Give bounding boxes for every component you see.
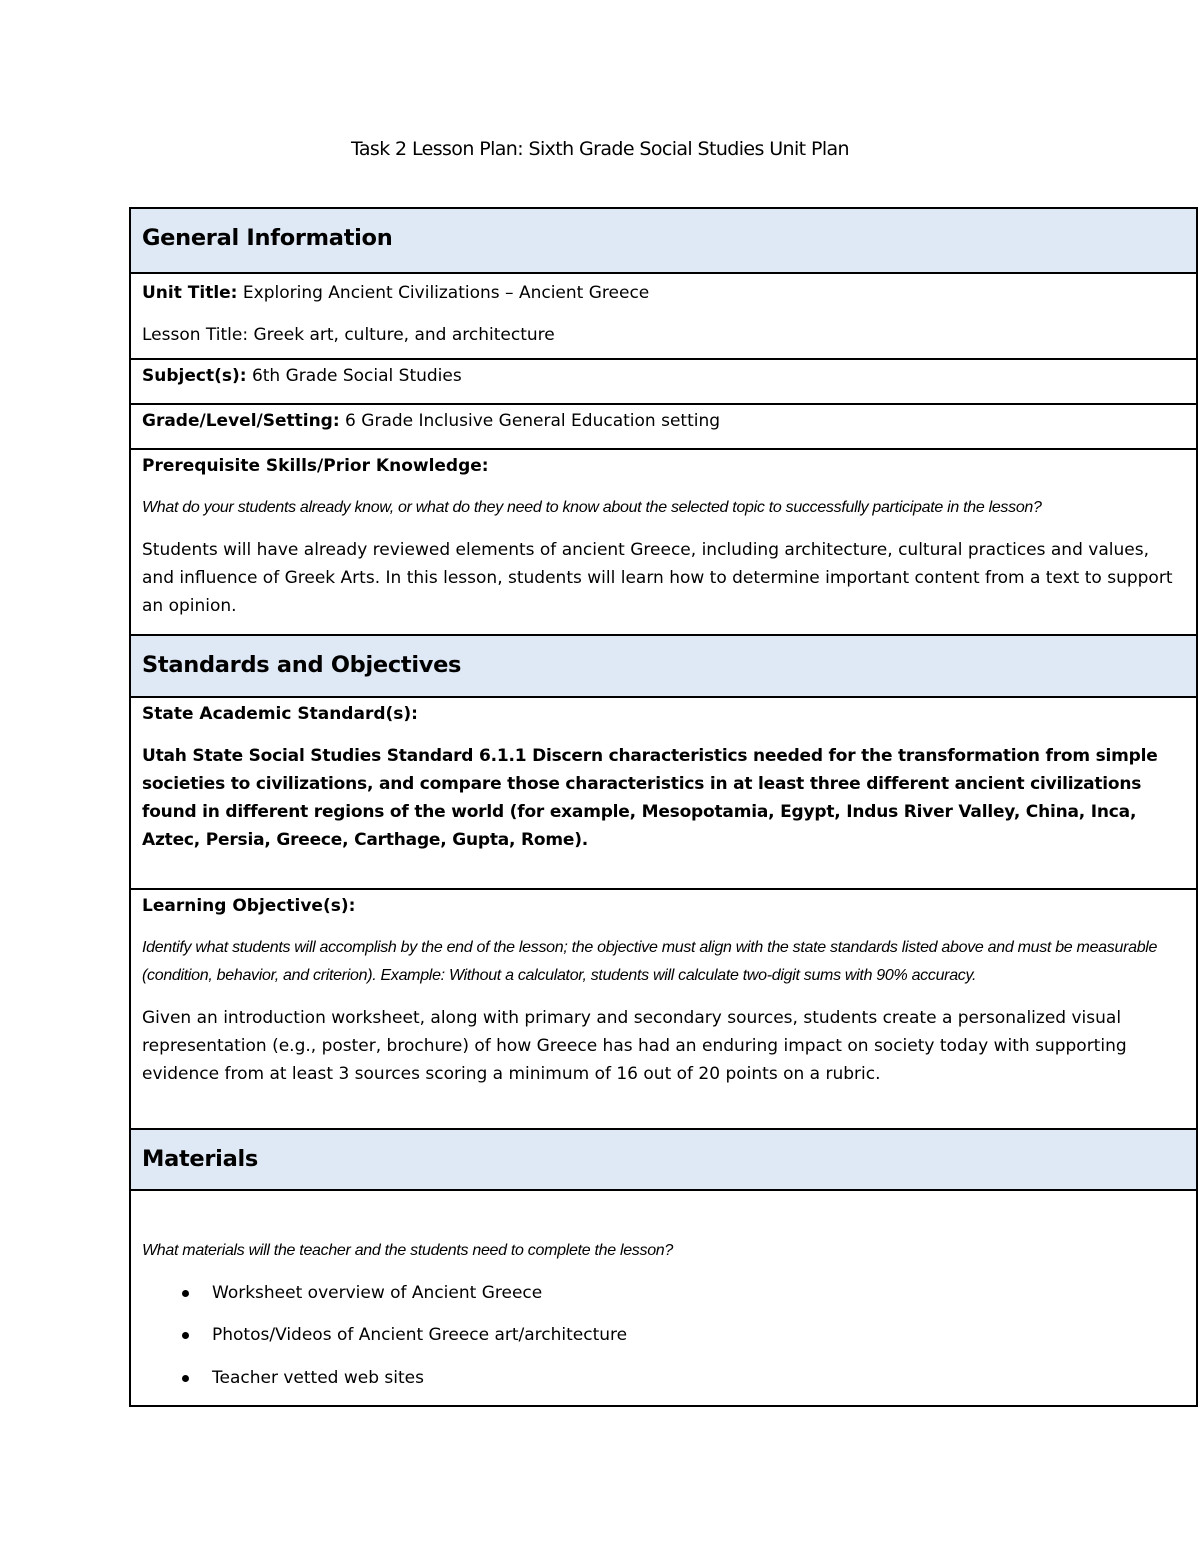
- state-standard-text: Utah State Social Studies Standard 6.1.1 Discern characteristics needed for the transformation from simple societies to civilizations, and compare those characteristics in at least three different ancient civilizations found in different regions of the world (for example, Mesopotamia, Egypt, Indus River Valley, China, Inca, Aztec, Persia, Greece, Carthage, Gupta, Rome).: [142, 746, 1158, 850]
- materials-prompt: What materials will the teacher and the students need to complete the lesson?: [142, 1242, 673, 1259]
- unit-title-label: Unit Title:: [142, 283, 238, 303]
- section-heading: Materials: [142, 1146, 258, 1172]
- document-title: Task 2 Lesson Plan: Sixth Grade Social Studies Unit Plan: [351, 138, 849, 160]
- grade-row: [131, 403, 1196, 448]
- prerequisite-prompt: What do your students already know, or what do they need to know about the selected topic to successfully participate in the lesson?: [142, 499, 1042, 516]
- list-item: [142, 1321, 1185, 1349]
- prerequisite-label: Prerequisite Skills/Prior Knowledge:: [142, 456, 489, 476]
- materials-row: [131, 1189, 1196, 1405]
- bullet-icon: [182, 1332, 189, 1339]
- unit-title-value: Exploring Ancient Civilizations – Ancient Greece: [237, 283, 650, 303]
- list-item: [142, 1364, 1185, 1392]
- lesson-plan-table: [129, 207, 1198, 1407]
- subject-label: Subject(s):: [142, 366, 247, 386]
- bullet-icon: [182, 1375, 189, 1382]
- section-heading: General Information: [142, 225, 393, 251]
- bullet-icon: [182, 1290, 189, 1297]
- list-item-text: Photos/Videos of Ancient Greece art/architecture: [212, 1325, 628, 1345]
- subject: [142, 362, 1185, 390]
- subject-value: 6th Grade Social Studies: [246, 366, 462, 386]
- unit-title: [142, 279, 1185, 307]
- learning-objective-label: Learning Objective(s):: [142, 896, 356, 916]
- state-standard-label: State Academic Standard(s):: [142, 704, 418, 724]
- unit-lesson-title-row: [131, 272, 1196, 358]
- materials-list: [142, 1279, 1185, 1392]
- section-heading: Standards and Objectives: [142, 652, 462, 678]
- grade: [142, 407, 1185, 435]
- prerequisite-answer: Students will have already reviewed elements of ancient Greece, including architecture, cultural practices and values, and influence of Greek Arts. In this lesson, students will learn how to determine important content from a text to support an opinion.: [142, 540, 1173, 616]
- prerequisite-row: [131, 448, 1196, 634]
- list-item-text: Worksheet overview of Ancient Greece: [212, 1283, 543, 1303]
- standards-objectives-header: [131, 634, 1196, 696]
- lesson-title: Lesson Title: Greek art, culture, and architecture: [142, 325, 555, 345]
- general-information-header: [131, 209, 1196, 272]
- state-standard-row: [131, 696, 1196, 888]
- materials-header: [131, 1128, 1196, 1189]
- learning-objective-prompt: Identify what students will accomplish by the end of the lesson; the objective must align with the state standards listed above and must be measurable (condition, behavior, and criterion). Example: Without a calculator, students will calculate two-digit sums with 90% accuracy.: [142, 939, 1158, 984]
- learning-objective-answer: Given an introduction worksheet, along with primary and secondary sources, students create a personalized visual representation (e.g., poster, brochure) of how Greece has had an enduring impact on society today with supporting evidence from at least 3 sources scoring a minimum of 16 out of 20 points on a rubric.: [142, 1008, 1127, 1084]
- learning-objective-row: [131, 888, 1196, 1128]
- list-item-text: Teacher vetted web sites: [212, 1368, 424, 1388]
- grade-value: 6 Grade Inclusive General Education setting: [339, 411, 721, 431]
- list-item: [142, 1279, 1185, 1307]
- grade-label: Grade/Level/Setting:: [142, 411, 340, 431]
- subject-row: [131, 358, 1196, 403]
